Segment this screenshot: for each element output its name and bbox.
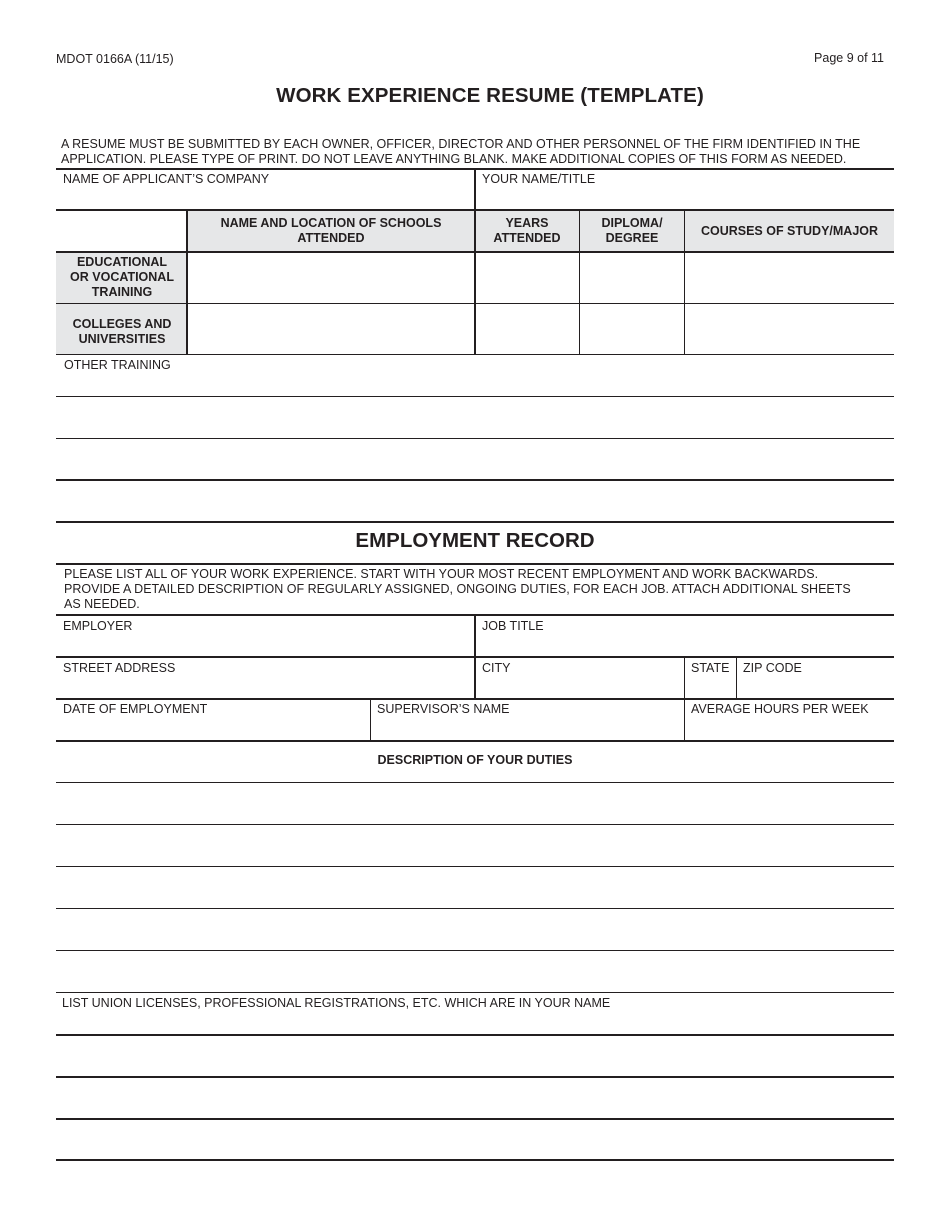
form-number: MDOT 0166A (11/15) (56, 52, 174, 66)
divider (474, 168, 476, 210)
supervisor-name-field-label: SUPERVISOR’S NAME (377, 702, 510, 716)
col-header-years: YEARS ATTENDED (493, 216, 561, 245)
college-courses-field[interactable] (686, 305, 893, 353)
divider (56, 908, 894, 909)
divider (186, 209, 188, 355)
divider (56, 656, 894, 658)
zip-code-field-label: ZIP CODE (743, 661, 802, 675)
job-title-field[interactable] (477, 634, 892, 654)
vocational-years-field[interactable] (477, 253, 578, 302)
divider (56, 824, 894, 825)
divider (56, 698, 894, 700)
divider (579, 209, 580, 355)
street-address-field[interactable] (57, 676, 472, 696)
intro-text: A RESUME MUST BE SUBMITTED BY EACH OWNER, OFFICER, DIRECTOR AND OTHER PERSONNEL OF THE FIRM IDENTIFIED IN THE APPLICATION. PLEASE TYPE OF PRINT. DO NOT LEAVE ANYTHING BLANK. MAKE ADDITIONAL COPIES OF THIS FORM AS NEEDED. (61, 137, 861, 166)
licenses-label: LIST UNION LICENSES, PROFESSIONAL REGISTRATIONS, ETC. WHICH ARE IN YOUR NAME (62, 996, 611, 1010)
divider (56, 1159, 894, 1161)
divider (56, 1076, 894, 1078)
college-diploma-field[interactable] (581, 305, 683, 353)
college-school-field[interactable] (189, 305, 473, 353)
duties-field[interactable] (57, 784, 893, 990)
employment-record-title: EMPLOYMENT RECORD (355, 529, 595, 552)
employer-field[interactable] (57, 634, 472, 654)
divider (56, 866, 894, 867)
employment-instructions: PLEASE LIST ALL OF YOUR WORK EXPERIENCE. START WITH YOUR MOST RECENT EMPLOYMENT AND WORK BACKWARDS. PROVIDE A DETAILED DESCRIPTION OF REGULARLY ASSIGNED, ONGOING DUTIES, FOR EACH JOB. ATTACH ADDITIONAL SHEETS AS NEEDED. (64, 567, 851, 611)
employer-field-label: EMPLOYER (63, 619, 133, 633)
street-address-field-label: STREET ADDRESS (63, 661, 176, 675)
row-header-colleges: COLLEGES AND UNIVERSITIES (72, 317, 172, 346)
divider (56, 1118, 894, 1120)
date-of-employment-field-label: DATE OF EMPLOYMENT (63, 702, 208, 716)
college-years-field[interactable] (477, 305, 578, 353)
zip-code-field[interactable] (738, 676, 893, 696)
divider (56, 563, 894, 565)
vocational-school-field[interactable] (189, 253, 473, 302)
divider (56, 438, 894, 439)
divider (56, 396, 894, 397)
vocational-diploma-field[interactable] (581, 253, 683, 302)
average-hours-field-label: AVERAGE HOURS PER WEEK (691, 702, 869, 716)
page-number: Page 9 of 11 (814, 51, 884, 65)
divider (56, 782, 894, 783)
other-training-label: OTHER TRAINING (64, 358, 171, 372)
date-of-employment-field[interactable] (57, 717, 369, 738)
divider (56, 740, 894, 742)
divider (474, 209, 476, 355)
divider (736, 656, 737, 698)
row-header-vocational: EDUCATIONAL OR VOCATIONAL TRAINING (70, 254, 174, 299)
city-field[interactable] (477, 676, 683, 696)
state-field[interactable] (686, 676, 735, 696)
vocational-courses-field[interactable] (686, 253, 893, 302)
other-training-field[interactable] (57, 373, 893, 479)
divider (56, 479, 894, 481)
divider (684, 209, 685, 355)
supervisor-name-field[interactable] (372, 717, 683, 738)
name-title-field[interactable] (477, 186, 892, 208)
col-header-courses: COURSES OF STUDY/MAJOR (700, 223, 879, 238)
col-header-schools: NAME AND LOCATION OF SCHOOLS ATTENDED (220, 216, 442, 245)
page-title: WORK EXPERIENCE RESUME (TEMPLATE) (276, 84, 704, 107)
divider (370, 698, 371, 741)
average-hours-field[interactable] (686, 717, 893, 738)
state-field-label: STATE (691, 661, 730, 675)
divider (56, 521, 894, 523)
col-header-diploma: DIPLOMA/ DEGREE (601, 216, 663, 245)
name-title-field-label: YOUR NAME/TITLE (482, 172, 596, 186)
job-title-field-label: JOB TITLE (482, 619, 544, 633)
company-name-field-label: NAME OF APPLICANT’S COMPANY (63, 172, 270, 186)
duties-title: DESCRIPTION OF YOUR DUTIES (377, 753, 573, 767)
divider (56, 1034, 894, 1036)
city-field-label: CITY (482, 661, 511, 675)
company-name-field[interactable] (57, 186, 472, 208)
divider (56, 950, 894, 951)
divider (56, 992, 894, 993)
